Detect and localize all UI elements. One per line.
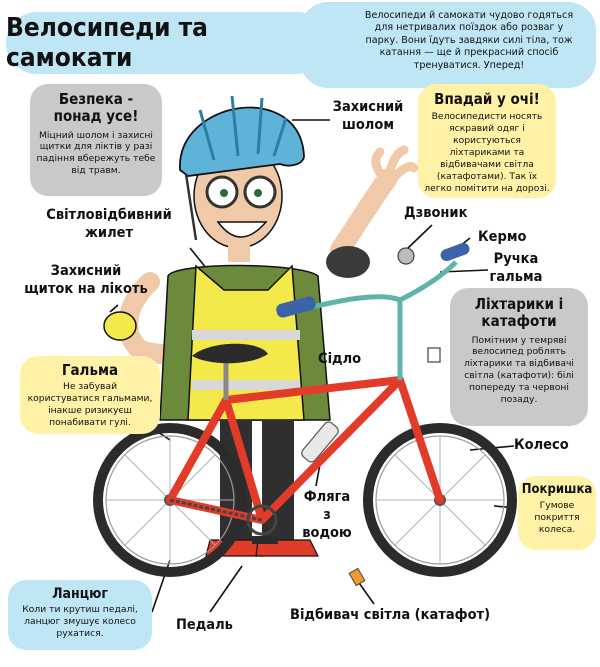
- page-title-text: Велосипеди та самокати: [6, 13, 208, 73]
- label-vest: Світловідбивний жилет: [46, 207, 172, 242]
- safety-body: Міцний шолом і захисні щитки для ліктів у разі падіння вбережуть тебе від травм.: [36, 129, 156, 177]
- label-elbow-pad: Захисний щиток на лікоть: [24, 263, 148, 298]
- page-title: [6, 12, 328, 74]
- label-saddle: Сідло: [318, 351, 362, 367]
- label-handlebar: Кермо: [478, 229, 527, 245]
- visibility-heading: Впадай у очі!: [434, 90, 540, 108]
- label-wheel: Колесо: [514, 437, 569, 453]
- visibility-body: Велосипедисти носять яскравий одяг і користуються ліхтариками та відбивачами світла (катафотами). Так їх легко помітити на дорозі.: [424, 111, 550, 194]
- lights-heading: Ліхтарики і катафоти: [474, 295, 564, 331]
- brakes-box: [20, 356, 160, 434]
- brakes-body: Не забувай користуватися гальмами, інакше ризикуєш понабивати гулі.: [27, 381, 153, 428]
- lights-box: [450, 288, 588, 426]
- tyre-body: Гумове покриття колеса.: [534, 500, 580, 535]
- tyre-box: [518, 476, 596, 550]
- label-water-bottle: Фляга з водою: [302, 489, 352, 542]
- chain-box: [8, 580, 152, 650]
- brakes-heading: Гальма: [61, 361, 119, 379]
- tyre-heading: Покришка: [521, 482, 593, 497]
- chain-body: Коли ти крутиш педалі, ланцюг змушує колесо рухатися.: [22, 604, 138, 639]
- label-helmet: Захисний шолом: [332, 99, 404, 134]
- safety-heading: Безпека - понад усе!: [53, 90, 139, 126]
- lights-body: Помітним у темряві велосипед роблять ліхтарики та відбивачі світла (катафоти): білі попереду та червоні позаду.: [464, 334, 574, 406]
- intro-text: Велосипеди й самокати чудово годяться для нетривалих поїздок або розваг у парку. Вони їдуть завдяки силі тіла, тож катання — ще й прекрасний спосіб тренуватися. Уперед!: [300, 2, 596, 88]
- chain-heading: Ланцюг: [52, 586, 108, 602]
- label-pedal: Педаль: [176, 617, 233, 633]
- label-brake-lever: Ручка гальма: [489, 251, 543, 286]
- visibility-box: [418, 84, 556, 198]
- label-bell: Дзвоник: [404, 205, 468, 221]
- label-reflector: Відбивач світла (катафот): [290, 607, 491, 623]
- safety-box: [30, 84, 162, 196]
